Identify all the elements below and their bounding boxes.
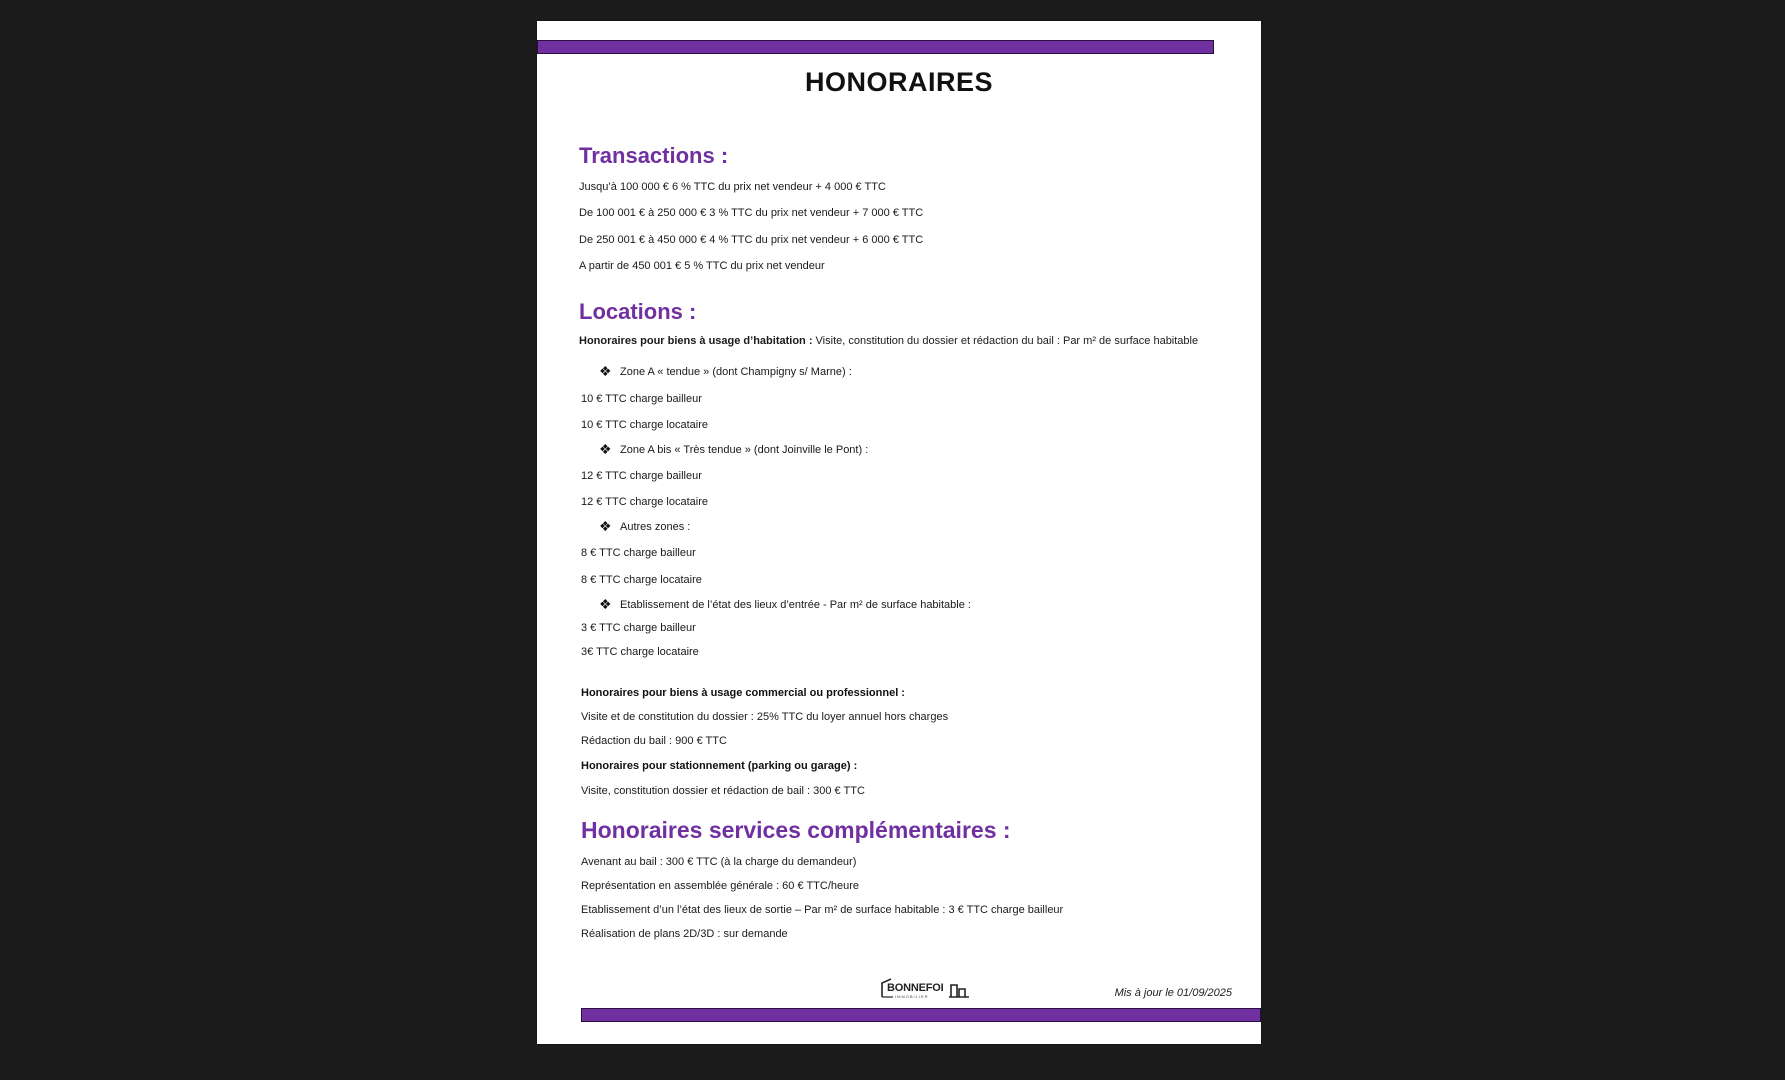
service-line: Avenant au bail : 300 € TTC (à la charge du demandeur) bbox=[581, 856, 857, 868]
commercial-label: Honoraires pour biens à usage commercial ou professionnel : bbox=[581, 687, 905, 699]
document-page bbox=[537, 21, 1261, 1044]
zone-rate-line: 3 € TTC charge bailleur bbox=[581, 622, 696, 634]
four-diamond-bullet-icon: ❖ bbox=[599, 596, 612, 612]
four-diamond-bullet-icon: ❖ bbox=[599, 518, 612, 534]
logo-name: BONNEFOI bbox=[887, 982, 944, 994]
zone-label: Zone A bis « Très tendue » (dont Joinville le Pont) : bbox=[620, 444, 869, 456]
zone-rate-line: 12 € TTC charge locataire bbox=[581, 496, 708, 508]
four-diamond-bullet-icon: ❖ bbox=[599, 441, 612, 457]
zone-label: Autres zones : bbox=[620, 521, 691, 533]
transaction-line: A partir de 450 001 € 5 % TTC du prix net vendeur bbox=[579, 260, 825, 272]
zone-rate-line: 12 € TTC charge bailleur bbox=[581, 470, 702, 482]
commercial-line: Rédaction du bail : 900 € TTC bbox=[581, 735, 727, 747]
parking-label: Honoraires pour stationnement (parking ou garage) : bbox=[581, 760, 858, 772]
service-line: Etablissement d’un l’état des lieux de sortie – Par m² de surface habitable : 3 € TTC charge bailleur bbox=[581, 904, 1064, 916]
four-diamond-bullet-icon: ❖ bbox=[599, 363, 612, 379]
bottom-accent-bar bbox=[581, 1008, 1261, 1022]
services-heading: Honoraires services complémentaires : bbox=[581, 817, 1011, 843]
service-line: Réalisation de plans 2D/3D : sur demande bbox=[581, 928, 788, 940]
transaction-line: Jusqu’à 100 000 € 6 % TTC du prix net vendeur + 4 000 € TTC bbox=[579, 181, 886, 193]
service-line: Représentation en assemblée générale : 60 € TTC/heure bbox=[581, 880, 860, 892]
zone-label: Zone A « tendue » (dont Champigny s/ Marne) : bbox=[620, 366, 852, 378]
habitation-label: Honoraires pour biens à usage d’habitation : bbox=[579, 335, 813, 347]
habitation-text: Visite, constitution du dossier et rédaction du bail : Par m² de surface habitable bbox=[812, 335, 1199, 347]
commercial-line: Visite et de constitution du dossier : 25% TTC du loyer annuel hors charges bbox=[581, 711, 949, 723]
zone-label: Etablissement de l’état des lieux d’entrée - Par m² de surface habitable : bbox=[620, 599, 971, 611]
zone-rate-line: 10 € TTC charge bailleur bbox=[581, 393, 702, 405]
company-logo bbox=[879, 977, 971, 1001]
zone-rate-line: 10 € TTC charge locataire bbox=[581, 419, 708, 431]
transaction-line: De 100 001 € à 250 000 € 3 % TTC du prix net vendeur + 7 000 € TTC bbox=[579, 207, 924, 219]
locations-heading: Locations : bbox=[579, 299, 697, 324]
updated-date: Mis à jour le 01/09/2025 bbox=[1114, 987, 1232, 999]
zone-rate-line: 8 € TTC charge bailleur bbox=[581, 547, 696, 559]
habitation-line bbox=[579, 335, 1198, 347]
zone-rate-line: 8 € TTC charge locataire bbox=[581, 574, 702, 586]
logo-subtitle: IMMOBILIER bbox=[895, 994, 929, 999]
parking-line: Visite, constitution dossier et rédaction de bail : 300 € TTC bbox=[581, 785, 865, 797]
transactions-heading: Transactions : bbox=[579, 143, 729, 168]
transaction-line: De 250 001 € à 450 000 € 4 % TTC du prix net vendeur + 6 000 € TTC bbox=[579, 234, 924, 246]
page-title: HONORAIRES bbox=[804, 67, 993, 97]
zone-rate-line: 3€ TTC charge locataire bbox=[581, 646, 699, 658]
top-accent-bar bbox=[537, 40, 1214, 54]
